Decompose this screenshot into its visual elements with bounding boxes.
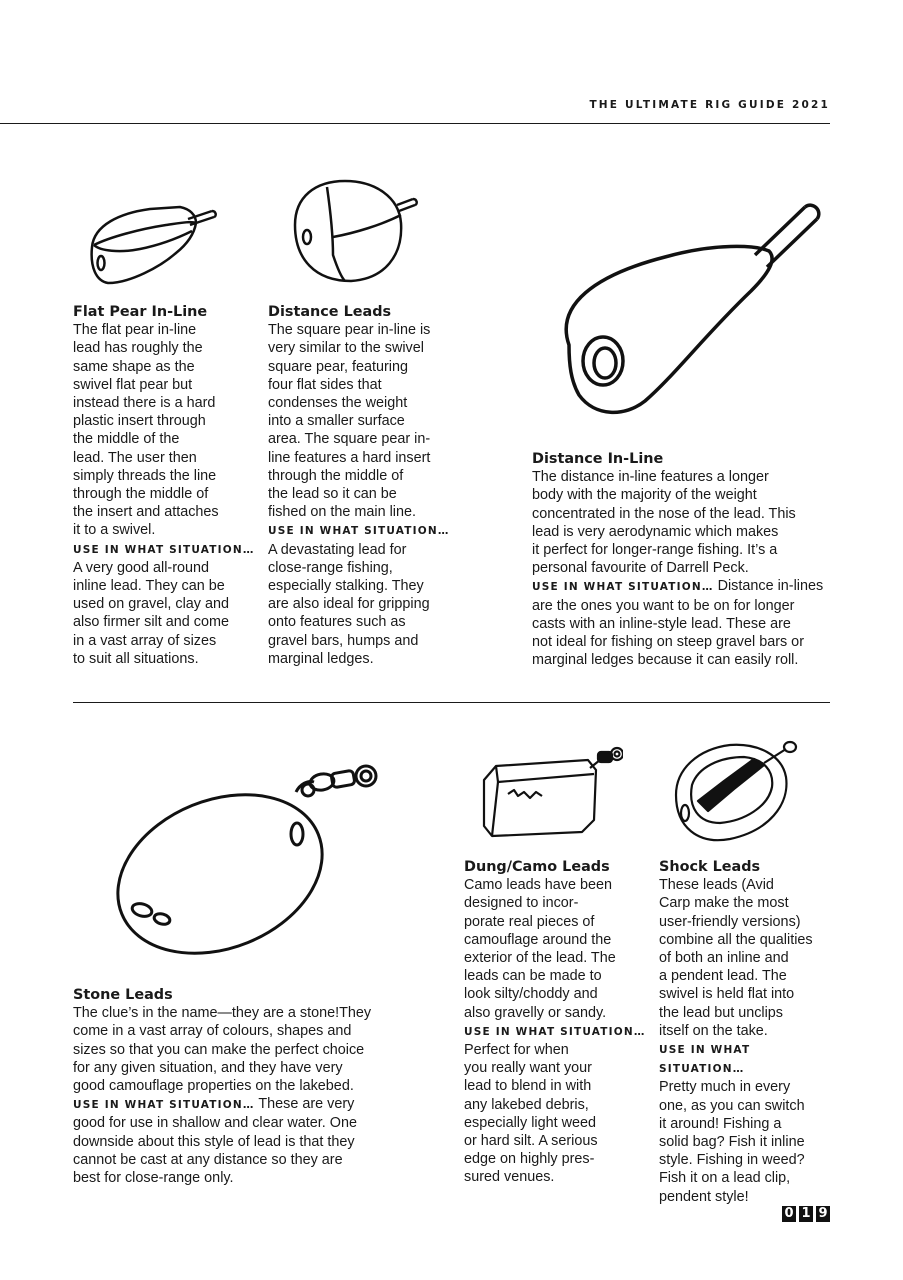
header-divider [0, 123, 830, 124]
distance-leads-situation-label: USE IN WHAT SITUATION… [268, 525, 450, 538]
distance-leads-situation-text: A devastating lead for close-range fishing, especially stalking. They are also ideal for gripping onto features such as gravel bars, humps and marginal ledges. [268, 541, 430, 667]
page-number-digit: 0 [782, 1206, 796, 1222]
stone-leads-body: The clue’s in the name—they are a stone!They come in a vast array of colours, shapes and sizes so that you can make the perfect choice for any given situation, and they have very good camouflage properties on the lakebed. [73, 1005, 372, 1095]
dung-camo-situation-text: Perfect for when you really want your lead to blend in with any lakebed debris, especially light weed or hard silt. A serious edge on highly pres- sured venues. [464, 1042, 598, 1186]
running-header: THE ULTIMATE RIG GUIDE 2021 [589, 99, 830, 111]
shock-lead-illustration [668, 735, 803, 850]
shock-leads-situation-text: Pretty much in every one, as you can switch it around! Fishing a solid bag? Fish it inline style. Fishing in weed? Fish it on a lead clip, pendent style! [659, 1079, 805, 1205]
shock-leads-situation-label: USE IN WHAT SITUATION… [659, 1044, 751, 1076]
flat-pear-lead-illustration [80, 195, 220, 295]
page-number-digit: 9 [816, 1206, 830, 1222]
flat-pear-situation-label: USE IN WHAT SITUATION… [73, 543, 255, 556]
dung-camo-situation-label: USE IN WHAT SITUATION… [464, 1025, 646, 1038]
stone-leads-situation-text: These are very good for use in shallow and clear water. One downside about this style of lead is that they cannot be cast at any distance so they are best for close-range only. [73, 1096, 357, 1187]
shock-leads-title: Shock Leads [659, 859, 761, 875]
distance-inline-situation-text: Distance in-lines are the ones you want to be on for longer casts with an inline-style lead. These are not ideal for fishing on steep gravel bars or marginal ledges because it can easily roll. [532, 578, 824, 669]
flat-pear-title: Flat Pear In-Line [73, 304, 208, 320]
flat-pear-section [73, 303, 258, 668]
distance-leads-body: The square pear in-line is very similar to the swivel square pear, featuring four flat sides that condenses the weight into a smaller surface area. The square pear in- line features a hard insert through the middle of the lead so it can be fished on the main line. [268, 322, 431, 521]
dung-camo-title: Dung/Camo Leads [464, 859, 610, 875]
distance-inline-section [532, 450, 832, 669]
stone-leads-title: Stone Leads [73, 987, 173, 1003]
dung-camo-lead-illustration [478, 742, 623, 842]
section-divider [73, 702, 830, 703]
page-number-digit: 1 [799, 1206, 813, 1222]
shock-leads-section [659, 858, 839, 1206]
flat-pear-situation-text: A very good all-round inline lead. They can be used on gravel, clay and also firmer silt and come in a vast array of sizes to suit all situations. [73, 559, 229, 667]
dung-camo-body: Camo leads have been designed to incor- porate real pieces of camouflage around the exterior of the lead. The leads can be made to look silty/choddy and also gravelly or sandy. [464, 877, 616, 1021]
distance-inline-title: Distance In-Line [532, 451, 664, 467]
distance-inline-lead-illustration [555, 195, 825, 425]
stone-lead-illustration [110, 762, 380, 962]
stone-leads-section [73, 986, 403, 1187]
page-number [782, 1206, 830, 1222]
distance-leads-section [268, 303, 453, 668]
distance-inline-body: The distance in-line features a longer body with the majority of the weight concentrated in the nose of the lead. This lead is very aerodynamic which makes it perfect for longer-range fishing. It’s a personal favourite of Darrell Peck. [532, 469, 796, 577]
shock-leads-body: These leads (Avid Carp make the most user-friendly versions) combine all the qualities of both an inline and a pendent lead. The swivel is held flat into the lead but unclips itself on the take. [659, 877, 813, 1039]
dung-camo-section [464, 858, 649, 1187]
distance-leads-title: Distance Leads [268, 304, 392, 320]
stone-leads-situation-label: USE IN WHAT SITUATION… [73, 1099, 255, 1112]
distance-lead-illustration [285, 175, 425, 290]
distance-inline-situation-label: USE IN WHAT SITUATION… [532, 581, 714, 594]
flat-pear-body: The flat pear in-line lead has roughly the same shape as the swivel flat pear but instead there is a hard plastic insert through the middle of the lead. The user then simply threads the line through the middle of the insert and attaches it to a swivel. [73, 322, 219, 539]
